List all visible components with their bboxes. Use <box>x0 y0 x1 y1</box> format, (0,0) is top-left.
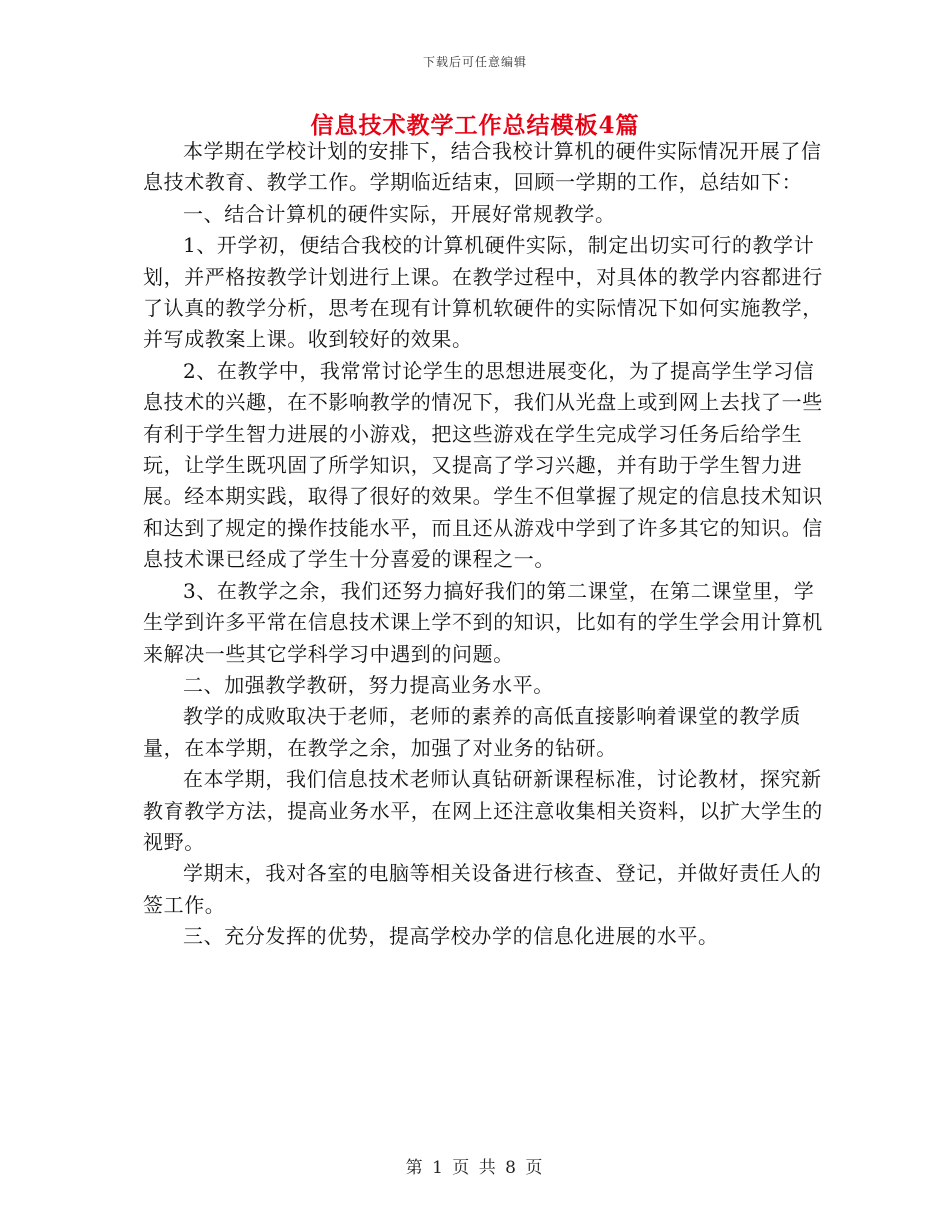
paragraph-item-3: 3、在教学之余，我们还努力搞好我们的第二课堂，在第二课堂里，学生学到许多平常在信息技术课上学不到的知识，比如有的学生学会用计算机来解决一些其它学科学习中遇到的问题。 <box>143 578 823 666</box>
paragraph-item-1: 1、开学初，便结合我校的计算机硬件实际，制定出切实可行的教学计划，并严格按教学计划进行上课。在教学过程中，对具体的教学内容都进行了认真的教学分析，思考在现有计算机软硬件的实际情况下如何实施教学，并写成教案上课。收到较好的效果。 <box>143 233 823 352</box>
section-heading-2: 二、加强教学教研，努力提高业务水平。 <box>183 672 554 697</box>
paragraph-curriculum-study: 在本学期，我们信息技术老师认真钻研新课程标准，讨论教材，探究新教育教学方法，提高业务水平，在网上还注意收集相关资料，以扩大学生的视野。 <box>143 767 823 854</box>
paragraph-equipment-check: 学期末，我对各室的电脑等相关设备进行核查、登记，并做好责任人的签工作。 <box>143 861 822 917</box>
paragraph-intro: 本学期在学校计划的安排下，结合我校计算机的硬件实际情况开展了信息技术教育、教学工作。学期临近结束，回顾一学期的工作，总结如下： <box>143 139 822 195</box>
document-body <box>143 136 823 953</box>
paragraph-item-2: 2、在教学中，我常常讨论学生的思想进展变化，为了提高学生学习信息技术的兴趣，在不影响教学的情况下，我们从光盘上或到网上去找了一些有利于学生智力进展的小游戏，把这些游戏在学生完成学习任务后给学生玩，让学生既巩固了所学知识，又提高了学习兴趣，并有助于学生智力进展。经本期实践，取得了很好的效果。学生不但掌握了规定的信息技术知识和达到了规定的操作技能水平，而且还从游戏中学到了许多其它的知识。信息技术课已经成了学生十分喜爱的课程之一。 <box>143 358 823 572</box>
page-header-note: 下载后可任意编辑 <box>422 55 527 69</box>
section-heading-3: 三、充分发挥的优势，提高学校办学的信息化进展的水平。 <box>183 924 719 949</box>
document-title: 信息技术教学工作总结模板4篇 <box>310 112 640 139</box>
paragraph-teaching-quality: 教学的成败取决于老师，老师的素养的高低直接影响着课堂的教学质量，在本学期，在教学之余，加强了对业务的钻研。 <box>143 704 801 760</box>
page-number-footer: 第 1 页 共 8 页 <box>405 1158 545 1178</box>
section-heading-1: 一、结合计算机的硬件实际，开展好常规教学。 <box>183 201 616 226</box>
